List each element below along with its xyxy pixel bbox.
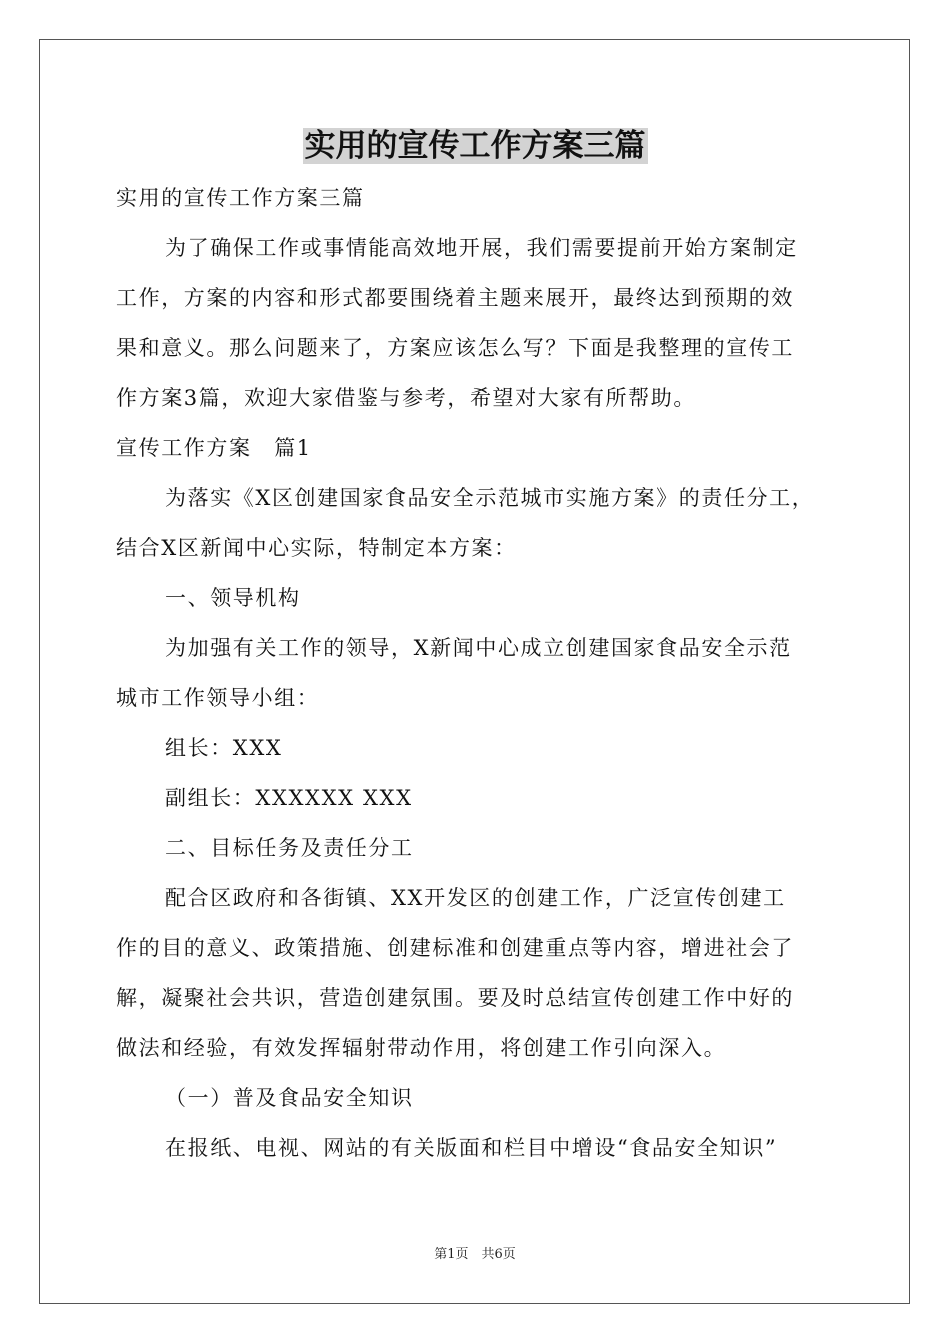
subtitle-line: 实用的宣传工作方案三篇	[116, 186, 365, 210]
paragraph-line: 作的目的意义、政策措施、创建标准和创建重点等内容，增进社会了	[116, 936, 794, 960]
paragraph-line: 组长：XXX	[165, 736, 283, 760]
document-title-text: 实用的宣传工作方案三篇	[304, 128, 646, 164]
paragraph-line: 果和意义。那么问题来了，方案应该怎么写？下面是我整理的宣传工	[116, 336, 794, 360]
subsection-heading: （一）普及食品安全知识	[165, 1086, 414, 1110]
paragraph-line: 为加强有关工作的领导，X新闻中心成立创建国家食品安全示范	[165, 636, 792, 660]
document-title	[0, 124, 950, 168]
paragraph-line: 副组长：XXXXXX XXX	[165, 786, 413, 810]
paragraph-line: 结合X区新闻中心实际，特制定本方案：	[116, 536, 517, 560]
paragraph-line: 工作，方案的内容和形式都要围绕着主题来展开，最终达到预期的效	[116, 286, 794, 310]
paragraph-line: 做法和经验，有效发挥辐射带动作用，将创建工作引向深入。	[116, 1036, 727, 1060]
paragraph-line: 在报纸、电视、网站的有关版面和栏目中增设“食品安全知识”	[165, 1136, 778, 1160]
section-heading: 一、领导机构	[165, 586, 301, 610]
paragraph-line: 解，凝聚社会共识，营造创建氛围。要及时总结宣传创建工作中好的	[116, 986, 794, 1010]
page-border	[39, 39, 910, 1304]
paragraph-line: 城市工作领导小组：	[116, 686, 320, 710]
paragraph-line: 为了确保工作或事情能高效地开展，我们需要提前开始方案制定	[165, 236, 798, 260]
page-footer: 第1页 共6页	[434, 1247, 516, 1262]
paragraph-line: 为落实《X区创建国家食品安全示范城市实施方案》的责任分工，	[165, 486, 815, 510]
section-heading: 宣传工作方案 篇1	[116, 436, 312, 460]
section-heading: 二、目标任务及责任分工	[165, 836, 414, 860]
paragraph-line: 作方案3篇，欢迎大家借鉴与参考，希望对大家有所帮助。	[116, 386, 696, 410]
paragraph-line: 配合区政府和各街镇、XX开发区的创建工作，广泛宣传创建工	[165, 886, 786, 910]
